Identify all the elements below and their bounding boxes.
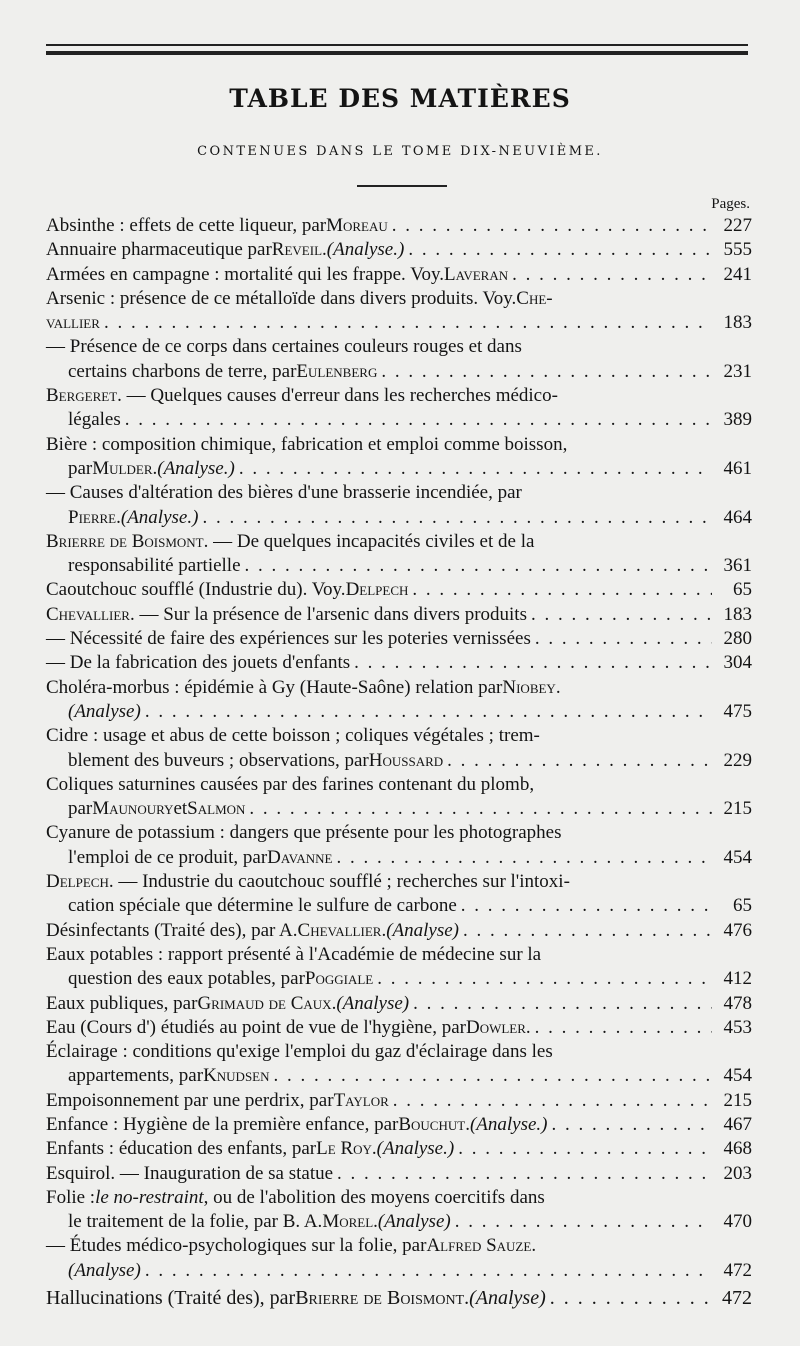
author-name: Mulder: [92, 457, 153, 479]
list-item-continuation: [46, 846, 752, 870]
entry-text: .: [381, 919, 387, 941]
list-item: [46, 1113, 752, 1137]
dot-leader: [455, 1210, 712, 1234]
analysis-note: (Analyse.): [120, 506, 199, 528]
entry-text: par: [68, 457, 93, 479]
author-name: Delpech: [46, 871, 109, 893]
list-item-continuation: [46, 894, 752, 918]
entry-text: appartements, par: [68, 1065, 204, 1087]
list-item: [46, 481, 752, 505]
dot-leader: [412, 578, 712, 602]
page-number: 361: [723, 555, 752, 577]
pages-column-header: Pages.: [711, 196, 750, 212]
dot-leader: [512, 263, 712, 287]
list-item: [46, 724, 752, 748]
author-name: Reveil: [271, 239, 323, 261]
page-number: 389: [723, 409, 752, 431]
list-item-continuation: [46, 360, 752, 384]
entry-text: Choléra-morbus : épidémie à Gy (Haute-Saône) relation par: [46, 676, 503, 698]
page-subtitle: CONTENUES DANS LE TOME DIX-NEUVIÈME.: [197, 144, 603, 159]
author-name: Alfred Sauze: [426, 1235, 532, 1257]
dot-leader: [239, 457, 712, 481]
list-item: [46, 1040, 752, 1064]
author-name: Chevallier: [46, 603, 130, 625]
list-item: [46, 870, 752, 894]
list-item: [46, 1016, 752, 1040]
list-item-continuation: [46, 457, 752, 481]
list-item: [46, 821, 752, 845]
author-name: Brierre de Boismont: [295, 1287, 465, 1310]
page-number: 475: [723, 700, 752, 722]
dot-leader: [393, 1089, 712, 1113]
analysis-note: (Analyse.): [326, 239, 405, 261]
list-item-continuation: [46, 1259, 752, 1283]
list-item: [46, 919, 752, 943]
analysis-note: (Analyse.): [157, 457, 235, 479]
dot-leader: [413, 992, 712, 1016]
dot-leader: [458, 1137, 712, 1161]
entry-text: . — Quelques causes d'erreur dans les recherches médico-: [117, 385, 558, 407]
list-item: [46, 773, 752, 797]
page-number: 472: [723, 1259, 752, 1281]
list-item: [46, 1286, 752, 1310]
dot-leader: [377, 967, 712, 991]
analysis-note: (Analyse): [386, 919, 460, 941]
author-name: Moreau: [326, 215, 388, 236]
analysis-note: (Analyse): [377, 1211, 451, 1233]
author-name: Davanne: [267, 846, 333, 868]
entry-text: question des eaux potables, par: [68, 968, 305, 990]
analysis-note: (Analyse): [336, 992, 410, 1014]
separator-rule: [357, 185, 447, 187]
list-item: [46, 1089, 752, 1113]
entry-text: Coliques saturnines causées par des farines contenant du plomb,: [46, 773, 535, 795]
page-number: 478: [723, 992, 752, 1014]
page-number: 454: [723, 846, 752, 868]
entry-text: Enfants : éducation des enfants, par: [46, 1138, 317, 1160]
list-item-continuation: [46, 554, 752, 578]
page-number: 183: [723, 603, 752, 625]
dot-leader: [535, 1016, 712, 1040]
dot-leader: [104, 311, 712, 335]
author-name: Dowler: [465, 1016, 526, 1038]
list-item: [46, 1162, 752, 1186]
entry-text: Cyanure de potassium : dangers que présente pour les photographes: [46, 822, 562, 844]
author-name: Che-: [516, 287, 553, 309]
list-item: [46, 1137, 752, 1161]
analysis-note: (Analyse.): [376, 1138, 455, 1160]
author-name: Eulenberg: [296, 360, 378, 382]
entry-text: .: [371, 1138, 377, 1160]
entry-text: responsabilité partielle: [68, 555, 241, 577]
page-number: 454: [723, 1065, 752, 1087]
entry-text: Enfance : Hygiène de la première enfance, par: [46, 1113, 399, 1135]
analysis-note: (Analyse): [469, 1287, 546, 1310]
entry-text: .: [465, 1113, 470, 1135]
dot-leader: [245, 554, 712, 578]
author-name: Taylor: [333, 1089, 389, 1111]
entry-text: Folie :: [46, 1186, 96, 1208]
list-item: [46, 603, 752, 627]
list-item: [46, 238, 752, 262]
page-number: 241: [723, 263, 752, 285]
dot-leader: [550, 1286, 712, 1310]
list-item: [46, 1234, 752, 1258]
dot-leader: [145, 1259, 712, 1283]
dot-leader: [531, 603, 712, 627]
author-name: Knudsen: [203, 1065, 270, 1087]
dot-leader: [552, 1113, 712, 1137]
author-name: Delpech: [345, 579, 409, 601]
list-item: [46, 943, 752, 967]
author-name: Morel: [322, 1211, 374, 1233]
entry-text: Eaux publiques, par: [46, 992, 198, 1014]
page-number: 183: [723, 312, 752, 334]
page-number: 203: [723, 1162, 752, 1184]
list-item-continuation: [46, 1064, 752, 1088]
top-double-rule: [46, 44, 748, 46]
list-item-continuation: [46, 749, 752, 773]
page-number: 472: [722, 1287, 752, 1310]
page-number: 467: [723, 1113, 752, 1135]
page-number: 215: [723, 798, 752, 820]
entry-text: légales: [68, 409, 121, 431]
author-name: Poggiale: [304, 968, 374, 990]
entry-text: Eau (Cours d') étudiés au point de vue de l'hygiène, par: [46, 1016, 466, 1038]
author-name: Le Roy: [316, 1138, 372, 1160]
entry-text: .: [525, 1016, 531, 1038]
dot-leader: [408, 238, 712, 262]
page-number: 412: [723, 968, 752, 990]
entry-text: — De la fabrication des jouets d'enfants: [46, 652, 351, 674]
entry-text: .: [464, 1287, 470, 1310]
entry-text: Annuaire pharmaceutique par: [46, 239, 272, 261]
entry-text: .: [555, 676, 561, 698]
analysis-note: (Analyse.): [469, 1113, 548, 1135]
list-item-continuation: [46, 506, 752, 530]
analysis-note: (Analyse): [68, 700, 141, 722]
list-item-continuation: [46, 1210, 752, 1234]
entry-text: le traitement de la folie, par B. A.: [68, 1211, 323, 1233]
dot-leader: [202, 506, 712, 530]
list-item: [46, 384, 752, 408]
list-item: [46, 214, 752, 238]
entry-text: . — De quelques incapacités civiles et de la: [203, 530, 535, 552]
entry-text: Cidre : usage et abus de cette boisson ; coliques végétales ; trem-: [46, 725, 540, 747]
entry-text: .: [531, 1235, 537, 1257]
page-number: 65: [733, 579, 752, 601]
author-name: Laveran: [444, 263, 509, 285]
page-number: 227: [723, 215, 752, 236]
top-thick-rule: [46, 51, 748, 55]
entry-text: Armées en campagne : mortalité qui les frappe. Voy.: [46, 263, 444, 285]
author-name: Grimaud de Caux: [197, 992, 332, 1014]
entry-text: cation spéciale que détermine le sulfure de carbone: [68, 895, 457, 917]
author-name: Bergeret: [46, 385, 118, 407]
entry-text: Empoisonnement par une perdrix, par: [46, 1089, 334, 1111]
page-number: 476: [723, 919, 752, 941]
author-name: Houssard: [368, 749, 444, 771]
entry-text: .: [322, 239, 327, 261]
author-name: Salmon: [187, 798, 246, 820]
page-number: 453: [723, 1016, 752, 1038]
list-item: [46, 433, 752, 457]
page-number: 280: [723, 628, 752, 650]
list-item-continuation: [46, 408, 752, 432]
entry-text: Arsenic : présence de ce métalloïde dans divers produits. Voy.: [46, 287, 517, 309]
dot-leader: [336, 846, 712, 870]
entry-text: Bière : composition chimique, fabrication et emploi comme boisson,: [46, 433, 568, 455]
entry-text: .: [331, 992, 337, 1014]
dot-leader: [354, 651, 712, 675]
page-number: 229: [723, 749, 752, 771]
page-number: 231: [723, 360, 752, 382]
page-title: TABLE DES MATIÈRES: [229, 84, 571, 113]
entry-text: — Nécessité de faire des expériences sur les poteries vernissées: [46, 628, 531, 650]
entry-text: blement des buveurs ; observations, par: [68, 749, 369, 771]
list-item: [46, 992, 752, 1016]
page-number: 304: [723, 652, 752, 674]
analysis-note: (Analyse): [68, 1259, 141, 1281]
dot-leader: [249, 797, 712, 821]
entry-text: — Études médico-psychologiques sur la folie, par: [46, 1235, 427, 1257]
page-number: 461: [723, 457, 752, 479]
list-item: [46, 530, 752, 554]
dot-leader: [463, 919, 712, 943]
author-name: Brierre de Boismont: [46, 530, 204, 552]
list-item: [46, 627, 752, 651]
entry-text: Désinfectants (Traité des), par A.: [46, 919, 298, 941]
author-name: Maunoury: [92, 798, 174, 820]
list-item: [46, 287, 752, 311]
entry-text: certains charbons de terre, par: [68, 360, 297, 382]
list-item: [46, 335, 752, 359]
dot-leader: [535, 627, 712, 651]
entry-text: . — Sur la présence de l'arsenic dans divers produits: [129, 603, 527, 625]
dot-leader: [392, 214, 712, 238]
entry-text: par: [68, 798, 93, 820]
dot-leader: [447, 749, 712, 773]
dot-leader: [145, 700, 712, 724]
list-item: [46, 1186, 752, 1210]
author-name: Chevallier: [297, 919, 382, 941]
page-number: 468: [723, 1138, 752, 1160]
entry-text: .: [116, 506, 121, 528]
dot-leader: [337, 1162, 712, 1186]
list-item: [46, 578, 752, 602]
page-number: 464: [723, 506, 752, 528]
list-item: [46, 263, 752, 287]
entry-text: Hallucinations (Traité des), par: [46, 1287, 296, 1310]
entry-text: l'emploi de ce produit, par: [68, 846, 268, 868]
list-item-continuation: [46, 700, 752, 724]
entry-text: Absinthe : effets de cette liqueur, par: [46, 215, 327, 236]
author-name: Bouchut: [398, 1113, 466, 1135]
author-name: Pierre: [68, 506, 117, 528]
list-item-continuation: [46, 797, 752, 821]
entry-text: .: [373, 1211, 378, 1233]
list-item-continuation: [46, 967, 752, 991]
page-number: 470: [723, 1211, 752, 1233]
list-item-continuation: [46, 311, 752, 335]
dot-leader: [381, 360, 712, 384]
entry-text: Éclairage : conditions qu'exige l'emploi du gaz d'éclairage dans les: [46, 1041, 553, 1063]
entry-text: Esquirol. — Inauguration de sa statue: [46, 1162, 334, 1184]
entry-text: — Causes d'altération des bières d'une brasserie incendiée, par: [46, 482, 522, 504]
entry-text: Eaux potables : rapport présenté à l'Académie de médecine sur la: [46, 943, 542, 965]
index-entries: [46, 214, 752, 1310]
entry-text: . — Industrie du caoutchouc soufflé ; recherches sur l'intoxi-: [108, 871, 570, 893]
dot-leader: [461, 894, 712, 918]
author-name: Niobey: [502, 676, 556, 698]
list-item: [46, 651, 752, 675]
page-number: 65: [733, 895, 752, 917]
list-item: [46, 676, 752, 700]
entry-text: — Présence de ce corps dans certaines couleurs rouges et dans: [46, 336, 522, 358]
page-number: 555: [723, 239, 752, 261]
author-name: vallier: [46, 312, 100, 334]
entry-text: , ou de l'abolition des moyens coercitifs dans: [203, 1186, 545, 1208]
entry-text: .: [152, 457, 158, 479]
entry-text: et: [173, 798, 188, 820]
analysis-note: le no-restraint: [95, 1186, 204, 1208]
dot-leader: [125, 408, 712, 432]
page-number: 215: [723, 1089, 752, 1111]
dot-leader: [274, 1064, 712, 1088]
entry-text: Caoutchouc soufflé (Industrie du). Voy.: [46, 579, 346, 601]
